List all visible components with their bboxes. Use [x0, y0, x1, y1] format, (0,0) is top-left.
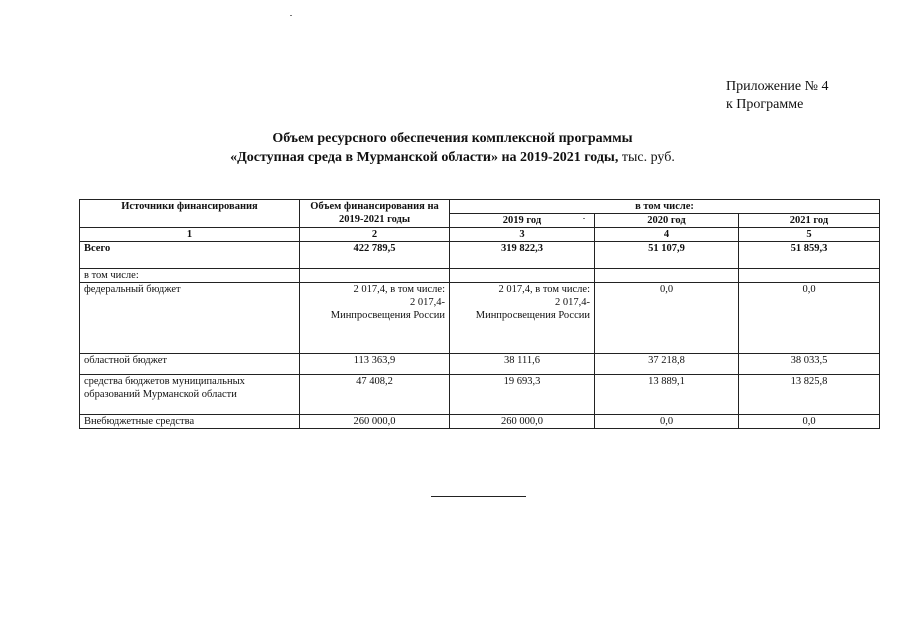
column-number: 4	[595, 228, 739, 242]
appendix-line-1: Приложение № 4	[726, 79, 829, 94]
title-line-1: Объем ресурсного обеспечения комплексной программы	[272, 131, 633, 146]
including-label: в том числе:	[80, 269, 300, 283]
header-row	[80, 200, 880, 214]
extrabudget-2021: 0,0	[739, 415, 880, 429]
regional-label: областной бюджет	[80, 354, 300, 375]
column-number: 5	[739, 228, 880, 242]
federal-2020: 0,0	[595, 283, 739, 354]
extrabudget-2020: 0,0	[595, 415, 739, 429]
document-title	[0, 129, 905, 167]
column-number: 1	[80, 228, 300, 242]
empty-cell	[595, 269, 739, 283]
municipal-2020: 13 889,1	[595, 375, 739, 415]
empty-cell	[739, 269, 880, 283]
federal-2019-line-1: 2 017,4, в том числе:	[498, 284, 590, 295]
empty-cell	[450, 269, 595, 283]
federal-2021: 0,0	[739, 283, 880, 354]
federal-total-line-2: 2 017,4-	[410, 297, 445, 308]
municipal-2019: 19 693,3	[450, 375, 595, 415]
federal-total-line-3: Минпросвещения России	[330, 310, 445, 321]
federal-2019-line-2: 2 017,4-	[555, 297, 590, 308]
regional-total: 113 363,9	[300, 354, 450, 375]
regional-2020: 37 218,8	[595, 354, 739, 375]
extrabudget-label: Внебюджетные средства	[80, 415, 300, 429]
regional-row	[80, 354, 880, 375]
total-value: 422 789,5	[300, 242, 450, 269]
total-label: Всего	[80, 242, 300, 269]
federal-row	[80, 283, 880, 354]
regional-2021: 38 033,5	[739, 354, 880, 375]
financing-table	[79, 199, 880, 429]
header-source: Источники финансирования	[80, 200, 300, 228]
municipal-2021: 13 825,8	[739, 375, 880, 415]
appendix-line-2: к Программе	[726, 97, 804, 112]
column-number-row	[80, 228, 880, 242]
total-value-2019: 319 822,3	[450, 242, 595, 269]
municipal-row	[80, 375, 880, 415]
column-number: 2	[300, 228, 450, 242]
title-unit: тыс. руб.	[621, 150, 675, 165]
total-value-2021: 51 859,3	[739, 242, 880, 269]
extrabudget-total: 260 000,0	[300, 415, 450, 429]
empty-cell	[300, 269, 450, 283]
including-row	[80, 269, 880, 283]
federal-label: федеральный бюджет	[80, 283, 300, 354]
federal-2019	[450, 283, 595, 354]
title-line-2: «Доступная среда в Мурманской области» на 2019-2021 годы,	[230, 150, 619, 165]
total-row	[80, 242, 880, 269]
federal-total-line-1: 2 017,4, в том числе:	[353, 284, 445, 295]
scan-speck	[290, 15, 292, 16]
header-group: в том числе:	[450, 200, 880, 214]
total-value-2020: 51 107,9	[595, 242, 739, 269]
column-number: 3	[450, 228, 595, 242]
municipal-total: 47 408,2	[300, 375, 450, 415]
header-year-2020: 2020 год	[595, 214, 739, 228]
appendix-label	[726, 78, 829, 114]
header-year-2021: 2021 год	[739, 214, 880, 228]
extrabudget-row	[80, 415, 880, 429]
footer-divider	[431, 496, 526, 497]
extrabudget-2019: 260 000,0	[450, 415, 595, 429]
federal-2019-line-3: Минпросвещения России	[475, 310, 590, 321]
header-year-2019: 2019 год	[450, 214, 595, 228]
municipal-label: средства бюджетов муниципальных образований Мурманской области	[80, 375, 300, 415]
regional-2019: 38 111,6	[450, 354, 595, 375]
federal-total	[300, 283, 450, 354]
header-total: Объем финансирования на 2019-2021 годы	[300, 200, 450, 228]
